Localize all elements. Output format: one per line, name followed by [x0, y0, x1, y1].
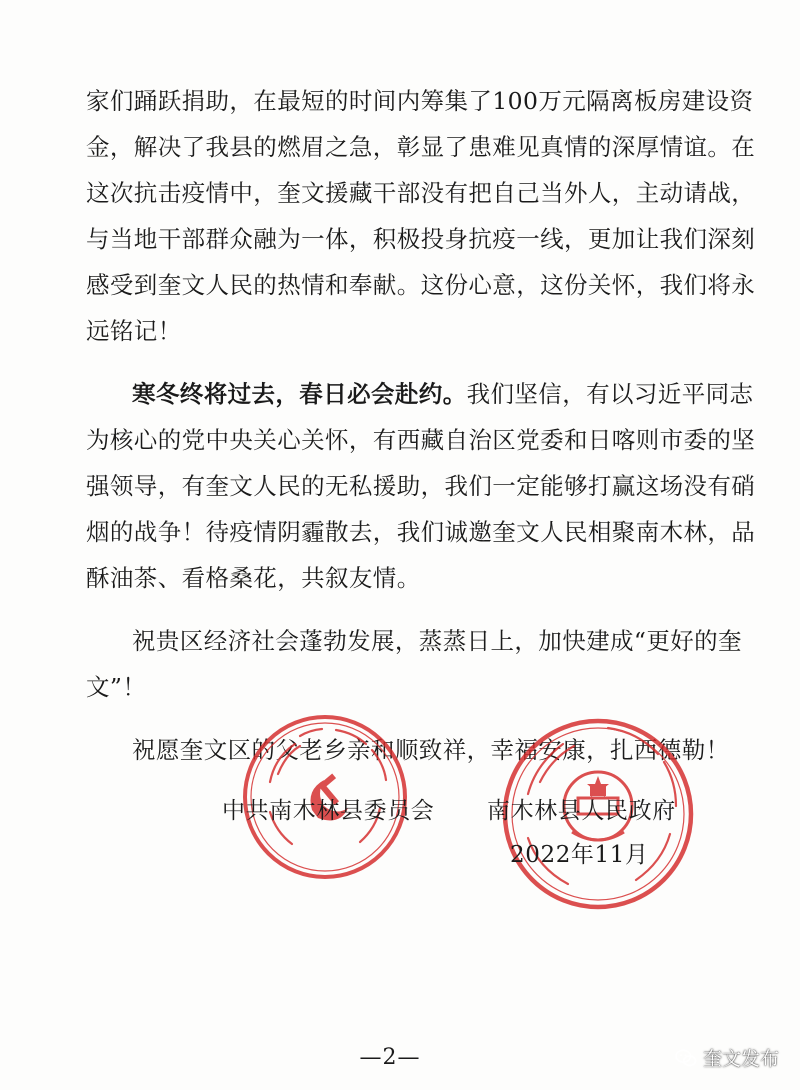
text-line: 文”！	[86, 673, 147, 701]
signature-government: 南木林县人民政府	[487, 798, 676, 824]
text-line: 这次抗击疫情中，奎文援藏干部没有把自己当外人，主动请战，	[86, 179, 756, 207]
text-line: 家们踊跃捐助，在最短的时间内筹集了100万元隔离板房建设资	[86, 87, 754, 115]
signature-date: 2022年11月	[510, 842, 649, 868]
text-line: 烟的战争！待疫情阴霾散去，我们诚邀奎文人民相聚南木林，品	[86, 518, 756, 546]
paragraph-line	[86, 371, 754, 417]
text-span: 我们坚信，有以习近平同志	[466, 380, 754, 408]
text-line: 祝贵区经济社会蓬勃发展，蒸蒸日上，加快建成“更好的奎	[132, 627, 742, 655]
text-line: 强领导，有奎文人民的无私援助，我们一定能够打赢这场没有硝	[86, 472, 756, 500]
text-line: 金，解决了我县的燃眉之急，彰显了患难见真情的深厚情谊。在	[86, 133, 756, 161]
text-line: 酥油茶、看格桑花，共叙友情。	[86, 564, 421, 592]
text-line: 为核心的党中央关心关怀，有西藏自治区党委和日喀则市委的坚	[86, 426, 756, 454]
page-number: —2—	[359, 1045, 421, 1070]
signature-party-committee: 中共南木林县委员会	[222, 798, 435, 824]
text-line: 感受到奎文人民的热情和奉献。这份心意，这份关怀，我们将永	[86, 271, 756, 299]
wechat-icon	[675, 1048, 697, 1068]
watermark-text: 奎文发布	[703, 1048, 780, 1070]
text-line: 与当地干部群众融为一体，积极投身抗疫一线，更加让我们深刻	[86, 225, 756, 253]
text-line: 远铭记！	[86, 317, 182, 345]
bold-lead-text: 寒冬终将过去，春日必会赴约。	[132, 380, 467, 408]
watermark	[675, 1044, 779, 1071]
letter-body	[86, 78, 756, 773]
text-line: 祝愿奎文区的父老乡亲和顺致祥，幸福安康，扎西德勒！	[132, 736, 730, 764]
